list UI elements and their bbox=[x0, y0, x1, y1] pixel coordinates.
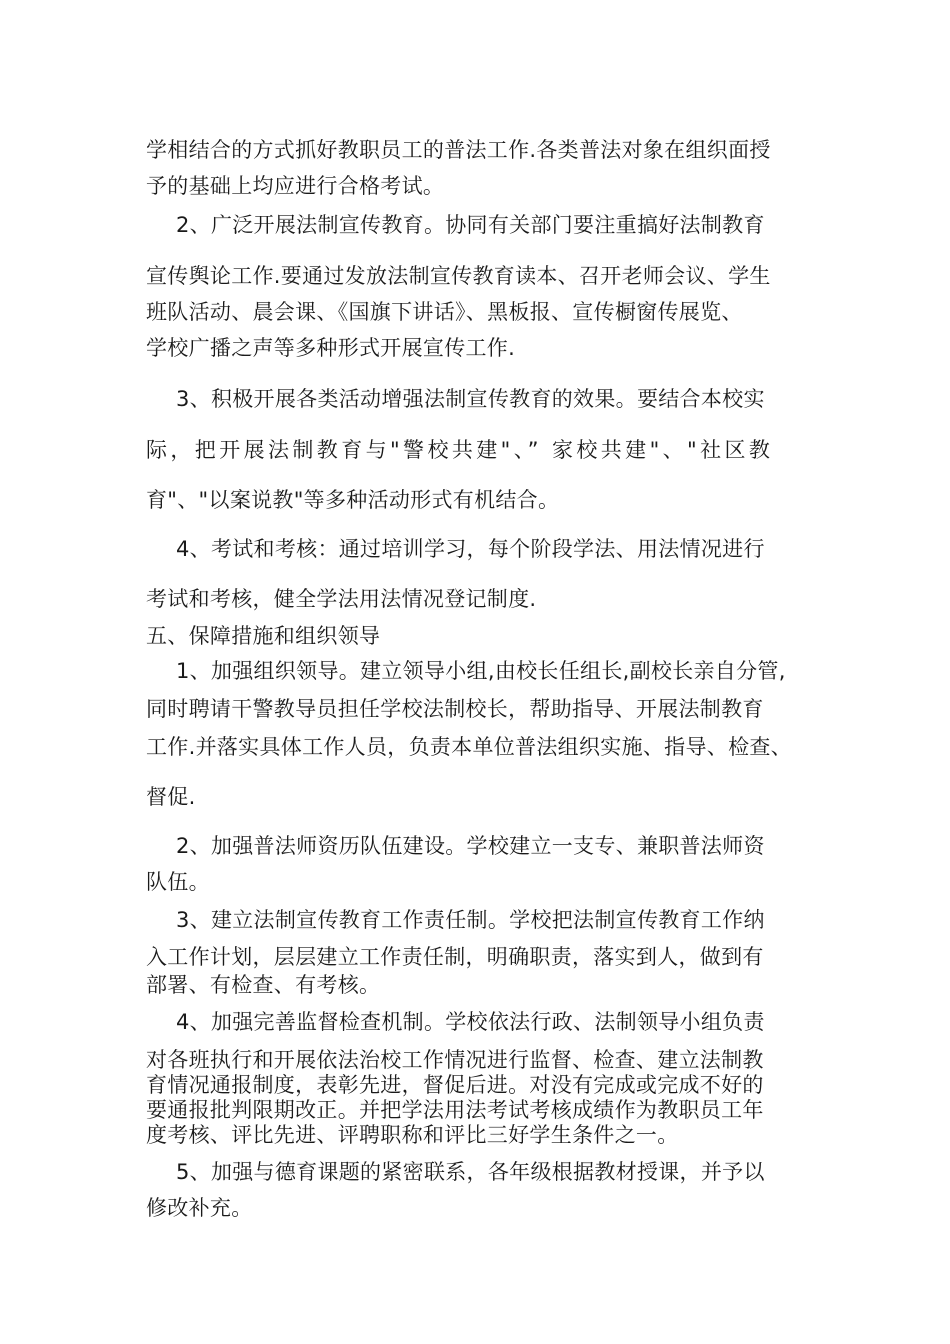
text-line: 班队活动、晨会课、《国旗下讲话》、黑板报、宣传橱窗传展览、 bbox=[146, 300, 743, 324]
paragraph-1-line: 1、加强组织领导。建立领导小组,由校长任组长,副校长亲自分管, bbox=[176, 659, 786, 683]
text-line: 修改补充。 bbox=[146, 1196, 253, 1220]
text-line: 考试和考核，健全学法用法情况登记制度. bbox=[146, 587, 537, 611]
paragraph-5-line: 5、加强与德育课题的紧密联系，各年级根据教材授课，并予以 bbox=[176, 1160, 765, 1184]
text-line: 际，把开展法制教育与"警校共建"、” 家校共建"、"社区教 bbox=[146, 438, 774, 462]
text-line: 要通报批判限期改正。并把学法用法考试考核成绩作为教职员工年 bbox=[146, 1098, 764, 1122]
text-line: 育"、"以案说教"等多种活动形式有机结合。 bbox=[146, 488, 560, 512]
text-line: 予的基础上均应进行合格考试。 bbox=[146, 174, 445, 198]
text-line: 学校广播之声等多种形式开展宣传工作. bbox=[146, 336, 516, 360]
text-line: 度考核、评比先进、评聘职称和评比三好学生条件之一。 bbox=[146, 1123, 679, 1147]
paragraph-2-line: 2、广泛开展法制宣传教育。协同有关部门要注重搞好法制教育 bbox=[176, 213, 765, 237]
paragraph-3-line: 3、建立法制宣传教育工作责任制。学校把法制宣传教育工作纳 bbox=[176, 908, 765, 932]
paragraph-4-line: 4、考试和考核：通过培训学习，每个阶段学法、用法情况进行 bbox=[176, 537, 765, 561]
text-line: 对各班执行和开展依法治校工作情况进行监督、检查、建立法制教 bbox=[146, 1048, 764, 1072]
text-line: 同时聘请干警教导员担任学校法制校长，帮助指导、开展法制教育 bbox=[146, 697, 764, 721]
text-line: 育情况通报制度，表彰先进，督促后进。对没有完成或完成不好的 bbox=[146, 1073, 764, 1097]
text-line: 工作.并落实具体工作人员，负责本单位普法组织实施、指导、检查、 bbox=[146, 735, 792, 759]
text-line: 督促. bbox=[146, 785, 196, 809]
text-line: 部署、有检查、有考核。 bbox=[146, 973, 381, 997]
paragraph-2-line: 2、加强普法师资历队伍建设。学校建立一支专、兼职普法师资 bbox=[176, 834, 765, 858]
paragraph-4-line: 4、加强完善监督检查机制。学校依法行政、法制领导小组负责 bbox=[176, 1010, 765, 1034]
paragraph-3-line: 3、积极开展各类活动增强法制宣传教育的效果。要结合本校实 bbox=[176, 387, 765, 411]
text-line: 队伍。 bbox=[146, 870, 210, 894]
text-line: 学相结合的方式抓好教职员工的普法工作.各类普法对象在组织面授 bbox=[146, 138, 771, 162]
text-line: 入工作计划，层层建立工作责任制，明确职责，落实到人，做到有 bbox=[146, 945, 764, 969]
section-heading: 五、保障措施和组织领导 bbox=[146, 624, 381, 648]
text-line: 宣传舆论工作.要通过发放法制宣传教育读本、召开老师会议、学生 bbox=[146, 264, 771, 288]
